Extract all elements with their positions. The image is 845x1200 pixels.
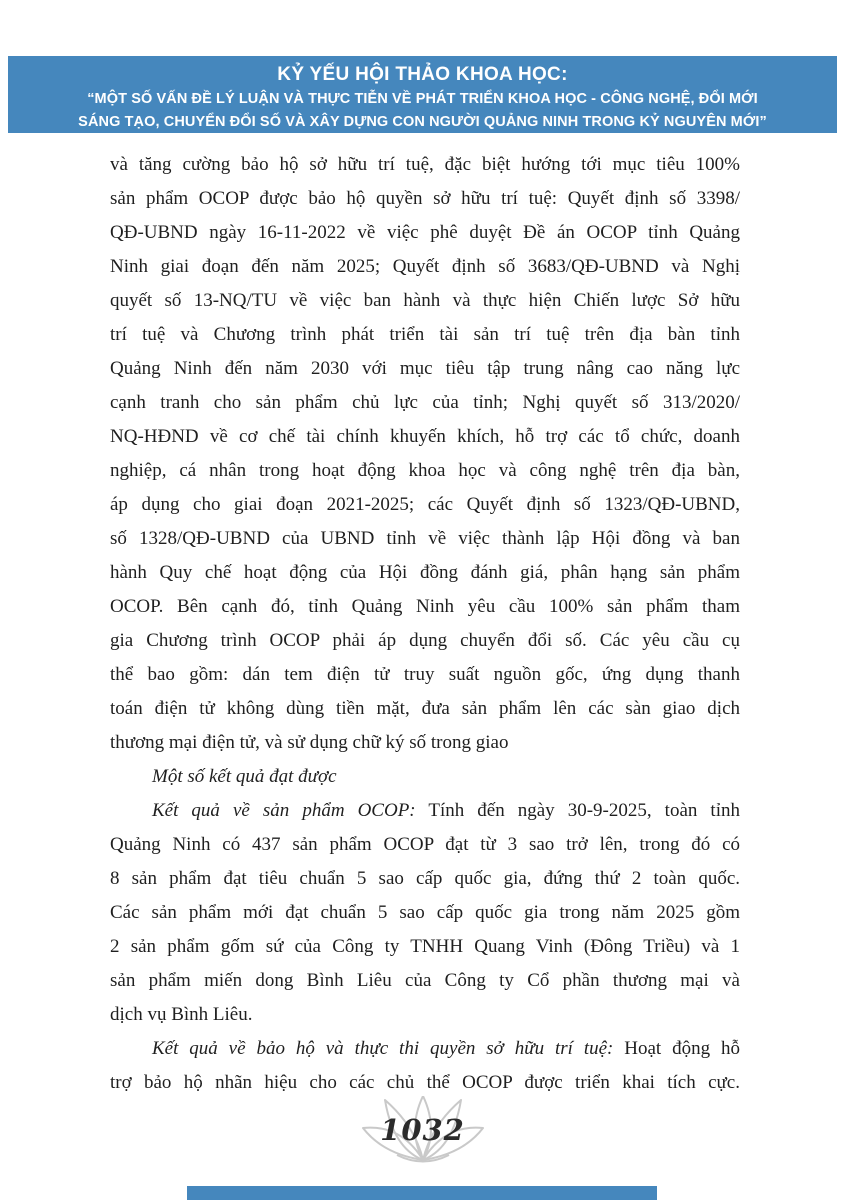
text-line: 2 sản phẩm gốm sứ của Công ty TNHH Quang Vinh (Đông Triều) và 1: [110, 936, 740, 957]
text-line: Ninh giai đoạn đến năm 2025; Quyết định số 3683/QĐ-UBND và Nghị: [110, 256, 740, 277]
text-line: OCOP. Bên cạnh đó, tỉnh Quảng Ninh yêu cầu 100% sản phẩm tham: [110, 596, 740, 617]
text-line: hành Quy chế hoạt động của Hội đồng đánh giá, phân hạng sản phẩm: [110, 562, 740, 583]
text-line: Kết quả về bảo hộ và thực thi quyền sở hữu trí tuệ: Hoạt động hỗ: [152, 1038, 740, 1059]
text-line: dịch vụ Bình Liêu.: [110, 1004, 253, 1025]
text-line: toán điện tử không dùng tiền mặt, đưa sản phẩm lên các sàn giao dịch: [110, 698, 740, 719]
body-text: [110, 148, 740, 1100]
text-line: thương mại điện tử, và sử dụng chữ ký số trong giao: [110, 732, 509, 753]
text-line: trí tuệ và Chương trình phát triển tài sản trí tuệ trên địa bàn tỉnh: [110, 324, 740, 345]
header-title: KỶ YẾU HỘI THẢO KHOA HỌC:: [277, 64, 568, 85]
text-line: nghiệp, cá nhân trong hoạt động khoa học và công nghệ trên địa bàn,: [110, 460, 740, 481]
text-line: Các sản phẩm mới đạt chuẩn 5 sao cấp quốc gia trong năm 2025 gồm: [110, 902, 740, 923]
text-line: cạnh tranh cho sản phẩm chủ lực của tỉnh; Nghị quyết số 313/2020/: [110, 392, 740, 413]
text-line: số 1328/QĐ-UBND của UBND tỉnh về việc thành lập Hội đồng và ban: [110, 528, 740, 549]
text-line: và tăng cường bảo hộ sở hữu trí tuệ, đặc biệt hướng tới mục tiêu 100%: [110, 154, 740, 175]
header-subtitle-line2: SÁNG TẠO, CHUYỂN ĐỔI SỐ VÀ XÂY DỰNG CON NGƯỜI QUẢNG NINH TRONG KỶ NGUYÊN MỚI”: [78, 114, 767, 130]
conference-header-banner: [8, 56, 837, 133]
text-line: Quảng Ninh đến năm 2030 với mục tiêu tập trung nâng cao năng lực: [110, 358, 740, 379]
text-line: thể bao gồm: dán tem điện tử truy suất nguồn gốc, ứng dụng thanh: [110, 664, 740, 685]
text-line: Kết quả về sản phẩm OCOP: Tính đến ngày 30-9-2025, toàn tỉnh: [152, 800, 740, 821]
page-footer: [0, 1096, 845, 1166]
text-line: Quảng Ninh có 437 sản phẩm OCOP đạt từ 3 sao trở lên, trong đó có: [110, 834, 740, 855]
text-line: sản phẩm miến dong Bình Liêu của Công ty Cổ phần thương mại và: [110, 970, 740, 991]
header-subtitle-line1: “MỘT SỐ VẤN ĐỀ LÝ LUẬN VÀ THỰC TIỄN VỀ PHÁT TRIỂN KHOA HỌC - CÔNG NGHỆ, ĐỔI MỚI: [87, 91, 758, 107]
page-number: 1032: [380, 1113, 465, 1147]
next-page-edge: [187, 1186, 657, 1200]
text-line: NQ-HĐND về cơ chế tài chính khuyến khích, hỗ trợ các tổ chức, doanh: [110, 426, 740, 447]
text-line: sản phẩm OCOP được bảo hộ quyền sở hữu trí tuệ: Quyết định số 3398/: [110, 188, 740, 209]
text-line: Một số kết quả đạt được: [152, 766, 337, 787]
text-line: quyết số 13-NQ/TU về việc ban hành và thực hiện Chiến lược Sở hữu: [110, 290, 740, 311]
text-line: QĐ-UBND ngày 16-11-2022 về việc phê duyệt Đề án OCOP tỉnh Quảng: [110, 222, 740, 243]
text-line: áp dụng cho giai đoạn 2021-2025; các Quyết định số 1323/QĐ-UBND,: [110, 494, 740, 515]
text-line: trợ bảo hộ nhãn hiệu cho các chủ thể OCOP được triển khai tích cực.: [110, 1072, 740, 1093]
text-line: 8 sản phẩm đạt tiêu chuẩn 5 sao cấp quốc gia, đứng thứ 2 toàn quốc.: [110, 868, 740, 889]
text-line: gia Chương trình OCOP phải áp dụng chuyển đổi số. Các yêu cầu cụ: [110, 630, 740, 651]
